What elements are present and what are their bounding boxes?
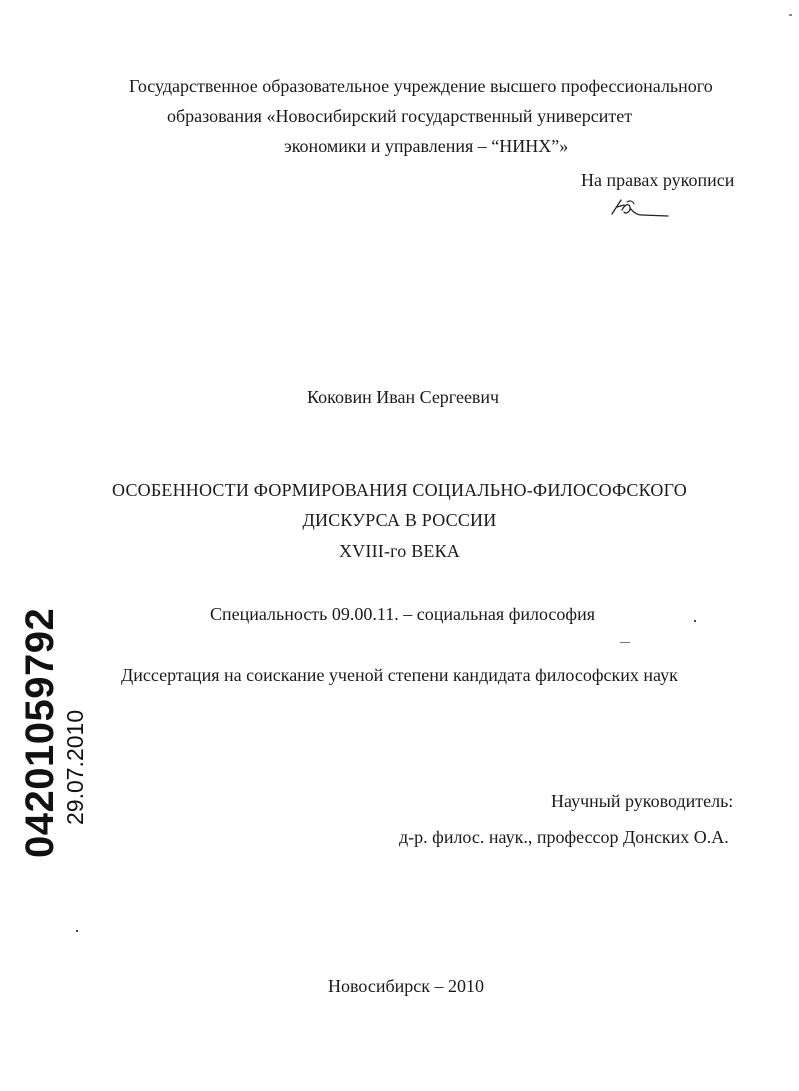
library-stamp-date: 29.07.2010 [62, 709, 88, 825]
supervisor-name: д-р. филос. наук., профессор Донских О.А. [399, 827, 729, 847]
supervisor-label: Научный руководитель: [551, 791, 734, 811]
library-stamp-number [18, 608, 62, 858]
institution-line-1: Государственное образовательное учреждение высшего профессионального [129, 76, 713, 96]
title-line-1: ОСОБЕННОСТИ ФОРМИРОВАНИЯ СОЦИАЛЬНО-ФИЛОСОФСКОГО [112, 480, 687, 500]
manuscript-rights: На правах рукописи [581, 170, 735, 190]
scan-speck [620, 642, 630, 643]
dissertation-statement: Диссертация на соискание ученой степени кандидата философских наук [121, 665, 678, 685]
title-line-3: XVIII-го ВЕКА [338, 541, 460, 561]
scan-speck [789, 14, 792, 16]
institution-line-2: образования «Новосибирский государственный университет [167, 106, 633, 126]
title-line-2: ДИСКУРСА В РОССИИ [302, 510, 497, 530]
specialty: Специальность 09.00.11. – социальная философия [210, 604, 595, 624]
scan-speck [694, 620, 696, 622]
author-name: Коковин Иван Сергеевич [307, 387, 500, 407]
signature [608, 196, 670, 224]
city-year: Новосибирск – 2010 [328, 976, 484, 996]
institution-line-3: экономики и управления – “НИНХ”» [284, 136, 569, 156]
stamp-number: 04201059792 [18, 607, 62, 858]
scan-speck [76, 930, 78, 932]
